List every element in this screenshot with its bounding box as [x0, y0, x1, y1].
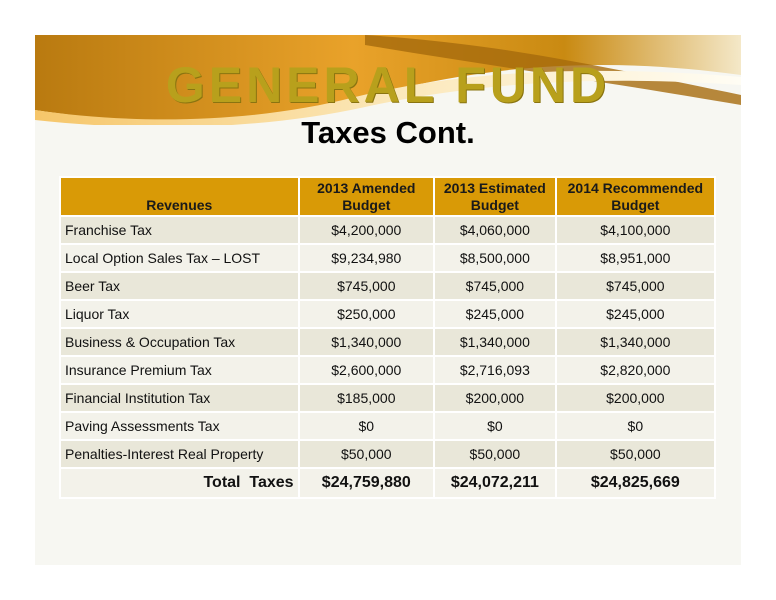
table-row [60, 244, 715, 272]
cell-2013-estimated: $2,716,093 [434, 356, 556, 384]
row-label: Liquor Tax [60, 300, 299, 328]
cell-2014-recommended: $8,951,000 [556, 244, 715, 272]
table-row [60, 412, 715, 440]
row-label: Beer Tax [60, 272, 299, 300]
header-2013-amended: 2013 Amended Budget [299, 177, 434, 216]
cell-2013-estimated: $0 [434, 412, 556, 440]
total-2013-estimated: $24,072,211 [434, 468, 556, 498]
table-row [60, 272, 715, 300]
cell-2013-amended: $50,000 [299, 440, 434, 468]
table-row [60, 300, 715, 328]
cell-2014-recommended: $745,000 [556, 272, 715, 300]
budget-table [59, 176, 716, 499]
header-2013-estimated: 2013 Estimated Budget [434, 177, 556, 216]
cell-2013-amended: $0 [299, 412, 434, 440]
cell-2013-amended: $1,340,000 [299, 328, 434, 356]
total-2014-recommended: $24,825,669 [556, 468, 715, 498]
cell-2013-estimated: $1,340,000 [434, 328, 556, 356]
table-row [60, 216, 715, 244]
total-row [60, 468, 715, 498]
header-revenues: Revenues [60, 177, 299, 216]
cell-2013-amended: $4,200,000 [299, 216, 434, 244]
table-header-row [60, 177, 715, 216]
cell-2013-estimated: $4,060,000 [434, 216, 556, 244]
cell-2013-amended: $2,600,000 [299, 356, 434, 384]
table-row [60, 440, 715, 468]
cell-2013-amended: $745,000 [299, 272, 434, 300]
cell-2013-amended: $250,000 [299, 300, 434, 328]
total-label: Total Taxes [60, 468, 299, 498]
cell-2014-recommended: $4,100,000 [556, 216, 715, 244]
cell-2014-recommended: $0 [556, 412, 715, 440]
table-row [60, 356, 715, 384]
header-2014-recommended: 2014 Recommended Budget [556, 177, 715, 216]
row-label: Financial Institution Tax [60, 384, 299, 412]
row-label: Local Option Sales Tax – LOST [60, 244, 299, 272]
row-label: Business & Occupation Tax [60, 328, 299, 356]
cell-2013-amended: $185,000 [299, 384, 434, 412]
row-label: Paving Assessments Tax [60, 412, 299, 440]
cell-2014-recommended: $2,820,000 [556, 356, 715, 384]
row-label: Insurance Premium Tax [60, 356, 299, 384]
row-label: Penalties-Interest Real Property [60, 440, 299, 468]
cell-2014-recommended: $50,000 [556, 440, 715, 468]
cell-2014-recommended: $1,340,000 [556, 328, 715, 356]
cell-2014-recommended: $245,000 [556, 300, 715, 328]
cell-2014-recommended: $200,000 [556, 384, 715, 412]
slide-title: GENERAL FUND [165, 57, 611, 113]
total-2013-amended: $24,759,880 [299, 468, 434, 498]
cell-2013-estimated: $245,000 [434, 300, 556, 328]
cell-2013-estimated: $50,000 [434, 440, 556, 468]
cell-2013-estimated: $8,500,000 [434, 244, 556, 272]
table-row [60, 384, 715, 412]
cell-2013-estimated: $200,000 [434, 384, 556, 412]
slide-subtitle: Taxes Cont. [301, 115, 475, 150]
cell-2013-estimated: $745,000 [434, 272, 556, 300]
table-row [60, 328, 715, 356]
row-label: Franchise Tax [60, 216, 299, 244]
slide [35, 35, 741, 565]
cell-2013-amended: $9,234,980 [299, 244, 434, 272]
